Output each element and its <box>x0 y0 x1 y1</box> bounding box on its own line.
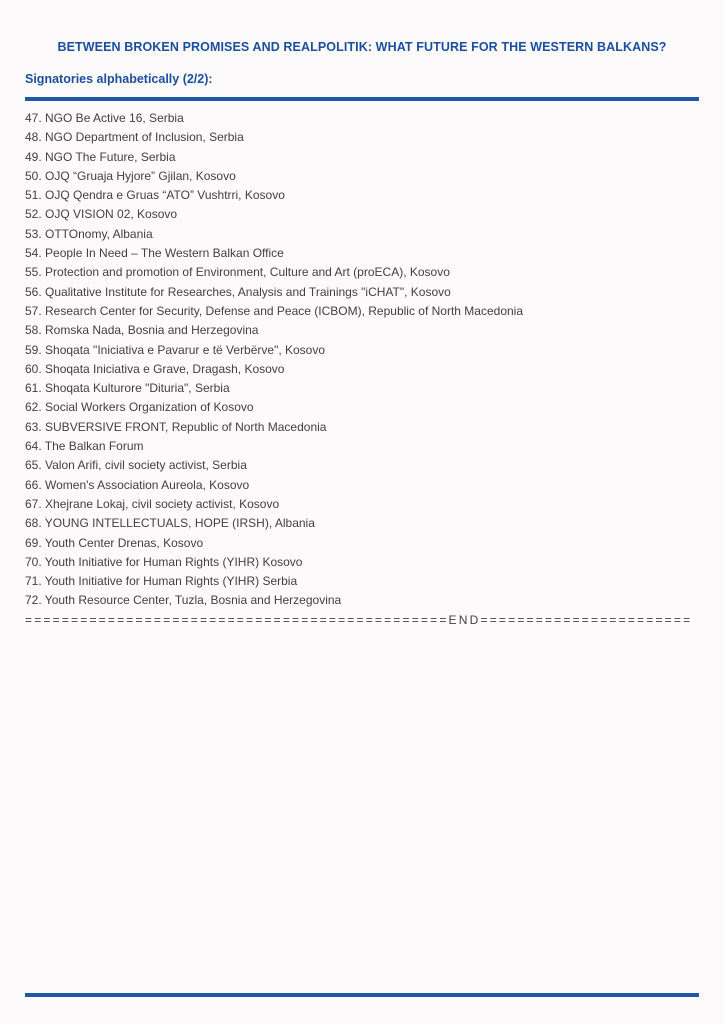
list-item: 56. Qualitative Institute for Researches, Analysis and Trainings "iCHAT", Kosovo <box>25 284 451 299</box>
list-item: 62. Social Workers Organization of Kosovo <box>25 400 254 415</box>
list-item: 71. Youth Initiative for Human Rights (YIHR) Serbia <box>25 574 298 589</box>
list-item: 60. Shoqata Iniciativa e Grave, Dragash, Kosovo <box>25 361 285 376</box>
list-item: 68. YOUNG INTELLECTUALS, HOPE (IRSH), Albania <box>25 516 315 531</box>
list-item: 52. OJQ VISION 02, Kosovo <box>25 207 178 222</box>
list-item: 69. Youth Center Drenas, Kosovo <box>25 535 204 550</box>
signatories-list <box>25 109 699 611</box>
list-item: 50. OJQ “Gruaja Hyjore” Gjilan, Kosovo <box>25 168 236 183</box>
list-item: 63. SUBVERSIVE FRONT, Republic of North Macedonia <box>25 419 327 434</box>
list-item: 48. NGO Department of Inclusion, Serbia <box>25 130 244 145</box>
page-title: BETWEEN BROKEN PROMISES AND REALPOLITIK: WHAT FUTURE FOR THE WESTERN BALKANS? <box>57 40 667 54</box>
list-item: 57. Research Center for Security, Defense and Peace (ICBOM), Republic of North Macedonia <box>25 303 524 318</box>
list-item: 64. The Balkan Forum <box>25 439 144 454</box>
list-item: 67. Xhejrane Lokaj, civil society activist, Kosovo <box>25 496 280 511</box>
list-item: 70. Youth Initiative for Human Rights (YIHR) Kosovo <box>25 554 303 569</box>
list-item: 59. Shoqata "Iniciativa e Pavarur e të Verbërve", Kosovo <box>25 342 326 357</box>
list-item: 61. Shoqata Kulturore "Dituria", Serbia <box>25 381 230 396</box>
list-item: 51. OJQ Qendra e Gruas “ATO” Vushtrri, Kosovo <box>25 188 285 203</box>
header-divider <box>25 97 699 101</box>
footer-divider <box>25 993 699 997</box>
list-item: 53. OTTOnomy, Albania <box>25 226 153 241</box>
signatories-heading: Signatories alphabetically (2/2): <box>25 72 213 86</box>
list-item: 55. Protection and promotion of Environment, Culture and Art (proECA), Kosovo <box>25 265 450 280</box>
list-item: 54. People In Need – The Western Balkan Office <box>25 246 284 261</box>
list-item: 58. Romska Nada, Bosnia and Herzegovina <box>25 323 259 338</box>
end-marker: ==============================================END======================= <box>25 612 693 627</box>
page-number: 7 <box>358 1001 366 1015</box>
list-item: 49. NGO The Future, Serbia <box>25 149 176 164</box>
list-item: 72. Youth Resource Center, Tuzla, Bosnia and Herzegovina <box>25 593 342 608</box>
list-item: 65. Valon Arifi, civil society activist, Serbia <box>25 458 247 473</box>
list-item: 66. Women's Association Aureola, Kosovo <box>25 477 250 492</box>
list-item: 47. NGO Be Active 16, Serbia <box>25 111 184 125</box>
